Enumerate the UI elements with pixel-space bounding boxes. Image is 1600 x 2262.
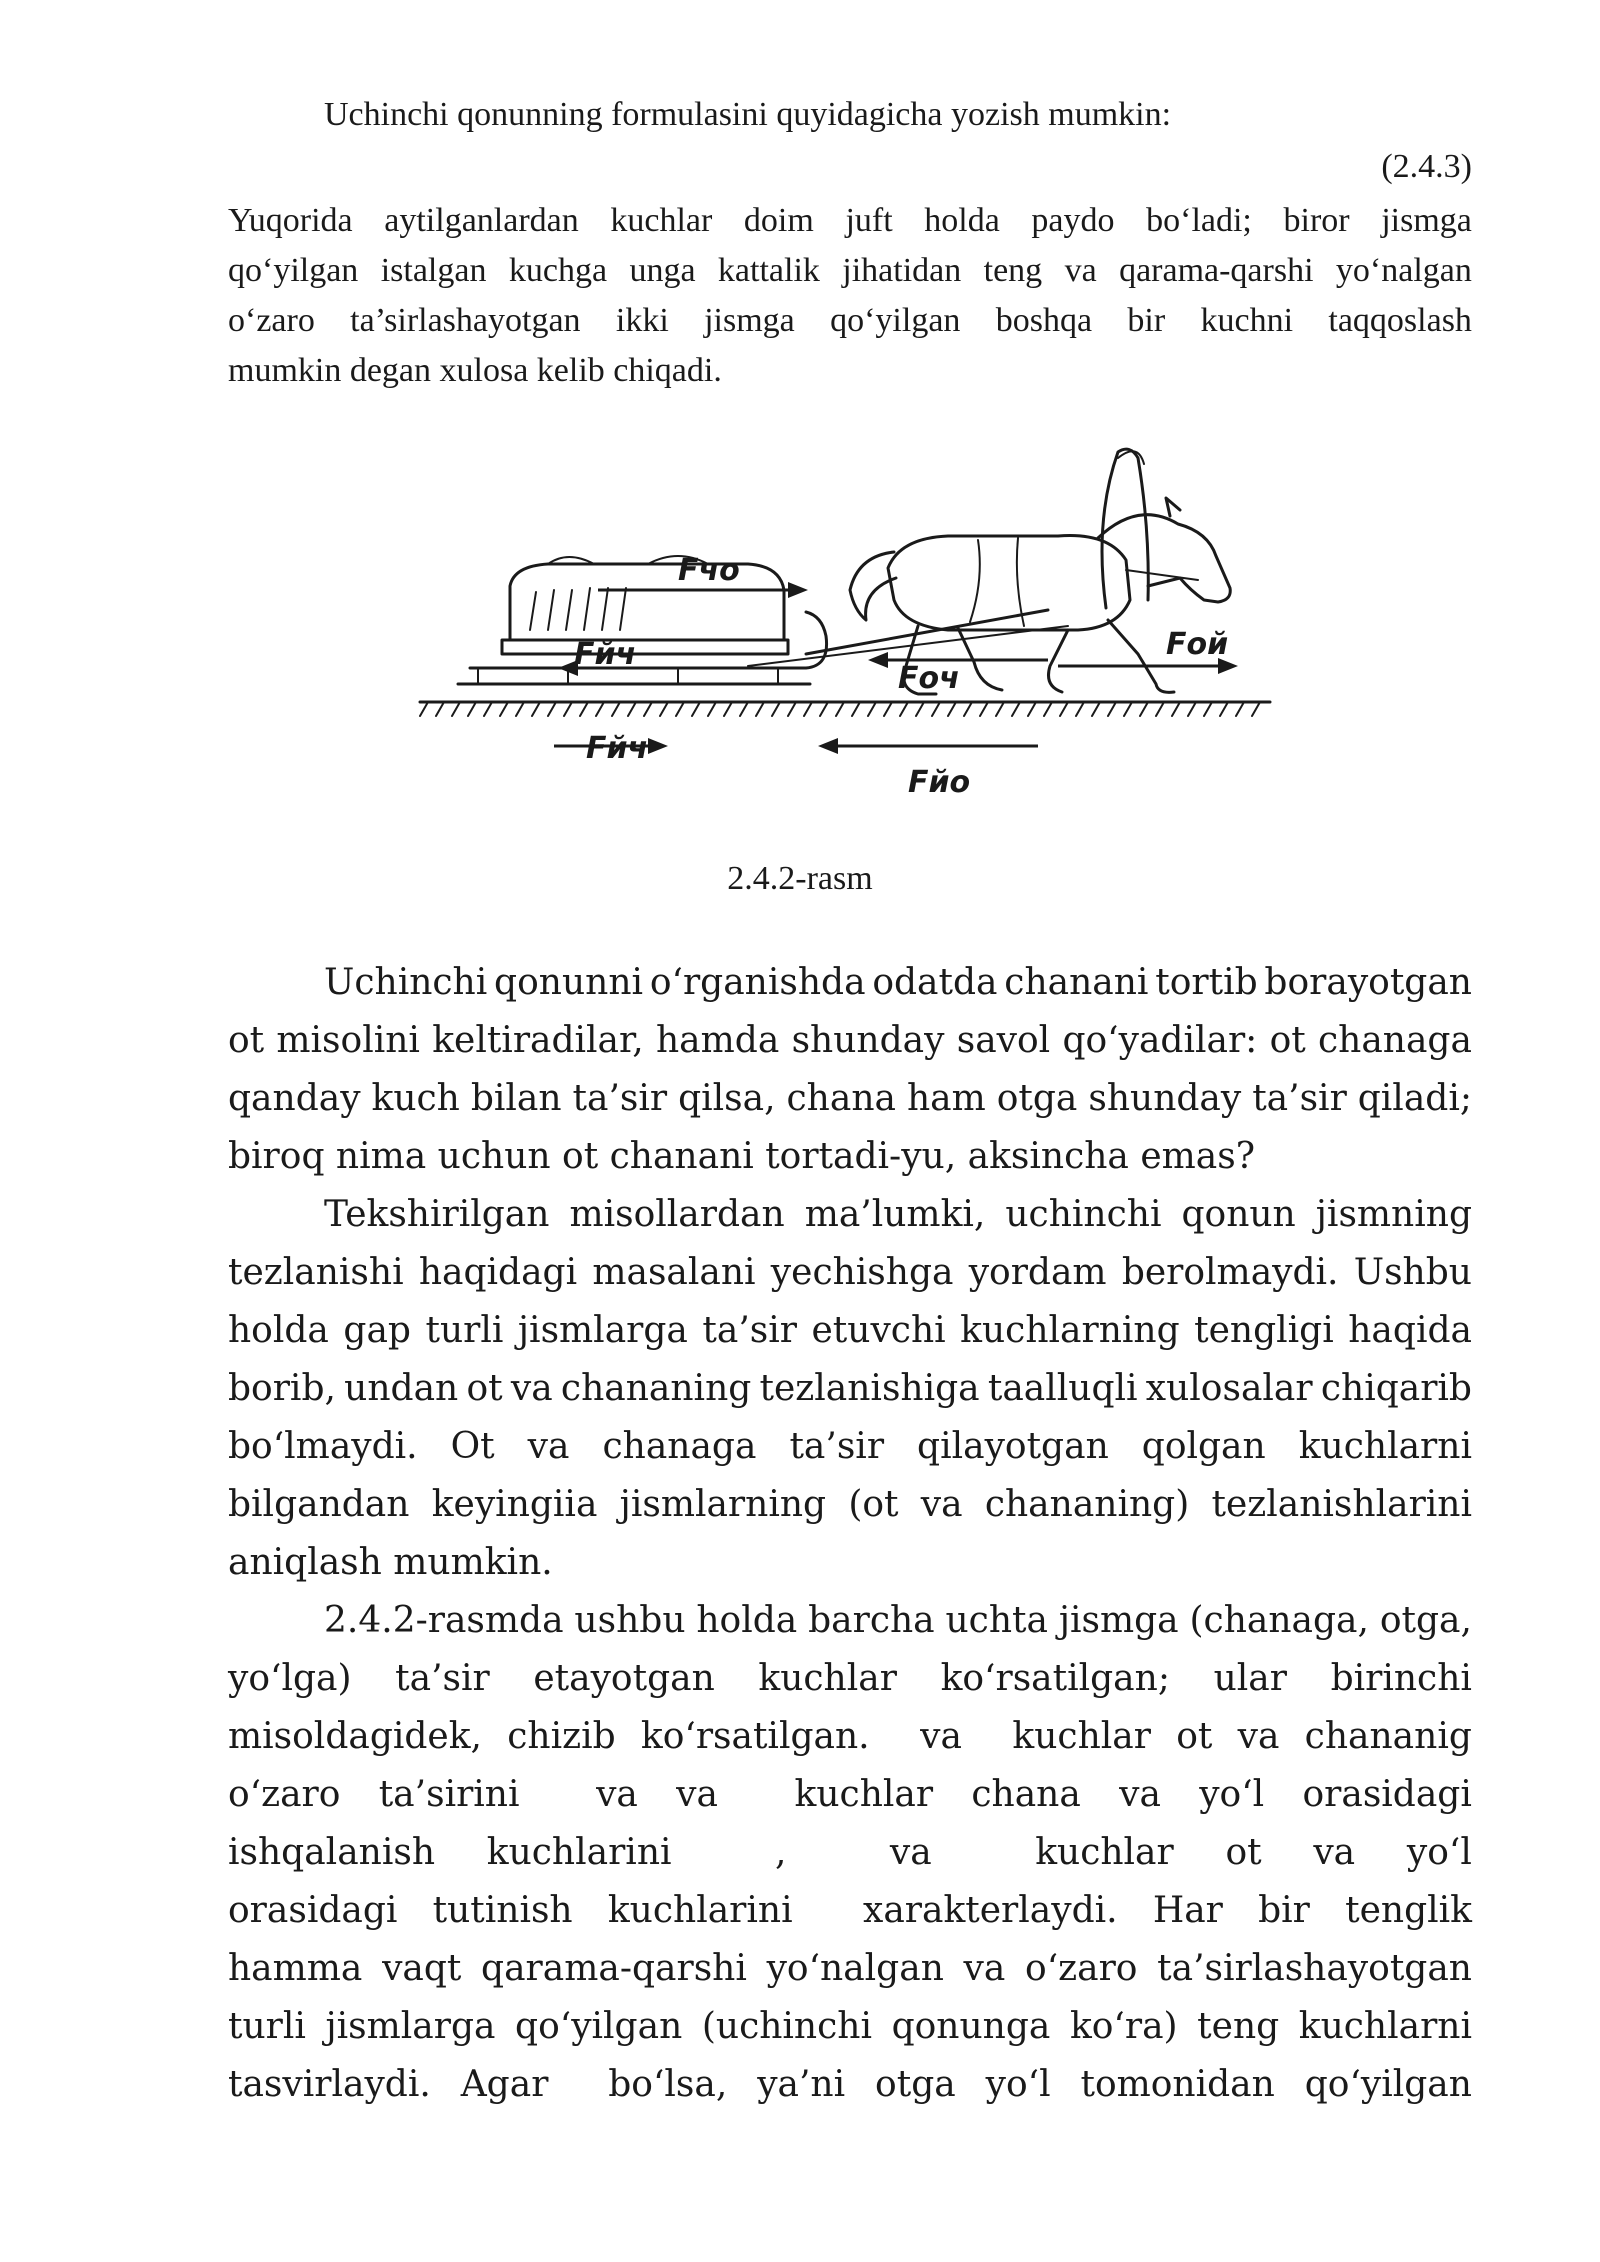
word: kuchlarini — [486, 1832, 672, 1873]
word: orasidagi — [1302, 1774, 1472, 1815]
word: ko‘rsatilgan. — [640, 1716, 870, 1757]
word: bo‘lsa, — [608, 2064, 728, 2105]
word: ot — [466, 1368, 503, 1409]
word: istalgan — [380, 252, 487, 289]
word: ushbu — [574, 1600, 686, 1641]
paragraph-line — [324, 962, 1472, 1010]
word: xulosalar — [1145, 1368, 1313, 1409]
word: ham — [906, 1078, 986, 1119]
figure-caption: 2.4.2-rasm — [727, 860, 873, 897]
word: Ushbu — [1353, 1252, 1472, 1293]
word: (ot — [848, 1484, 899, 1525]
word: yo‘l — [1406, 1832, 1472, 1873]
horse-sled-illustration — [418, 440, 1284, 810]
word: ot — [1225, 1832, 1262, 1873]
word: (uchinchi — [701, 2006, 872, 2047]
paragraph-line — [228, 1484, 1472, 1532]
word: chananing) — [984, 1484, 1190, 1525]
word: undan — [344, 1368, 459, 1409]
word: jihatidan — [842, 252, 962, 289]
paragraph-line — [228, 252, 1472, 290]
sled — [458, 556, 827, 684]
word: chizib — [507, 1716, 616, 1757]
word: ot — [228, 1020, 265, 1061]
paragraph-line — [228, 2006, 1472, 2054]
word: qo‘yilgan — [515, 2006, 683, 2047]
word: etayotgan — [533, 1658, 715, 1699]
word: Har — [1152, 1890, 1223, 1931]
word: va — [510, 1368, 553, 1409]
word: teng — [1197, 2006, 1280, 2047]
word: chanaga — [602, 1426, 757, 1467]
word: kuchlar — [758, 1658, 897, 1699]
word: holda — [924, 202, 1000, 239]
word: otga, — [1379, 1600, 1472, 1641]
word: teng — [983, 252, 1043, 289]
word: ta’sir — [395, 1658, 490, 1699]
word: doim — [743, 202, 814, 239]
word: chanani — [1004, 962, 1149, 1003]
word: kuchlarni — [1298, 1426, 1472, 1467]
word: ikki — [615, 302, 669, 339]
word: jismga — [1381, 202, 1472, 239]
word: yordam — [968, 1252, 1107, 1293]
word: tezlanishiga — [759, 1368, 980, 1409]
word: boshqa — [995, 302, 1093, 339]
word: o‘rganishda — [649, 962, 866, 1003]
paragraph-line — [228, 1426, 1472, 1474]
word: ta’sirini — [378, 1774, 520, 1815]
word: tenglik — [1345, 1890, 1472, 1931]
word: yo‘nalgan — [1335, 252, 1472, 289]
word: tortib — [1155, 962, 1258, 1003]
word: ta’sirlashayotgan — [1157, 1948, 1472, 1989]
word: qarama-qarshi — [1119, 252, 1314, 289]
word: shunday — [1088, 1078, 1242, 1119]
word: va — [527, 1426, 570, 1467]
word: 2.4.2-rasmda — [324, 1600, 564, 1641]
label-f-oy: Fой — [1166, 627, 1229, 662]
word: taqqoslash — [1328, 302, 1472, 339]
word: misolini — [276, 1020, 420, 1061]
word: va — [963, 1948, 1006, 1989]
word: tezlanishi — [228, 1252, 404, 1293]
word: qiladi; — [1357, 1078, 1472, 1119]
word: kuchlarning — [960, 1310, 1180, 1351]
word: va — [920, 1716, 962, 1757]
word: va — [920, 1484, 963, 1525]
arrowhead-ych-ground — [648, 738, 668, 754]
word: chananig — [1304, 1716, 1472, 1757]
intro-line: Uchinchi qonunning formulasini quyidagicha yozish mumkin: — [324, 96, 1172, 133]
word: vaqt — [382, 1948, 462, 1989]
word: o‘zaro — [228, 1774, 341, 1815]
word: misollardan — [569, 1194, 785, 1235]
word: chana — [786, 1078, 896, 1119]
word: ko‘rsatilgan; — [940, 1658, 1170, 1699]
word: , — [774, 1832, 787, 1873]
word: tutinish — [432, 1890, 573, 1931]
word: misoldagidek, — [228, 1716, 482, 1757]
word: va — [1313, 1832, 1356, 1873]
word: borib, — [228, 1368, 336, 1409]
word: kuchni — [1200, 302, 1294, 339]
label-f-cho: Fчо — [678, 553, 740, 588]
label-f-och: Fоч — [898, 661, 960, 696]
word: (chanaga, — [1189, 1600, 1369, 1641]
label-f-yo: Fйо — [908, 765, 971, 800]
word: holda — [228, 1310, 329, 1351]
word: kuchga — [508, 252, 608, 289]
ground-hatching — [420, 702, 1260, 716]
word: qilayotgan — [917, 1426, 1109, 1467]
word: va — [889, 1832, 932, 1873]
word: turli — [228, 2006, 306, 2047]
paragraph-line — [228, 1774, 1472, 1822]
word: etuvchi — [811, 1310, 946, 1351]
paragraph-line: mumkin degan xulosa kelib chiqadi. — [228, 352, 722, 389]
paragraph-line — [228, 2064, 1472, 2112]
word: ta’sir — [572, 1078, 668, 1119]
word: ta’sirlashayotgan — [350, 302, 581, 339]
word: jismlarning — [619, 1484, 827, 1525]
word: borayotgan — [1264, 962, 1472, 1003]
word: chana — [971, 1774, 1081, 1815]
word: tasvirlaydi. — [228, 2064, 431, 2105]
word: va — [596, 1774, 638, 1815]
paragraph-line — [228, 1368, 1472, 1416]
paragraph-line — [228, 1948, 1472, 1996]
word: barcha — [808, 1600, 935, 1641]
paragraph-line — [228, 1310, 1472, 1358]
word: ta’sir — [1252, 1078, 1347, 1119]
paragraph-line — [228, 1716, 1472, 1764]
paragraph-line — [228, 1832, 1472, 1880]
arrowhead-cho — [788, 582, 808, 598]
word: hamda — [656, 1020, 780, 1061]
word: juft — [845, 202, 893, 239]
paragraph-line — [324, 1600, 1472, 1648]
word: kuch — [371, 1078, 460, 1119]
word: hamma — [228, 1948, 363, 1989]
word: jismning — [1315, 1194, 1472, 1235]
word: o‘zaro — [228, 302, 315, 339]
word: bilan — [470, 1078, 562, 1119]
word: qo‘yilgan — [1304, 2064, 1472, 2105]
word: keltiradilar, — [432, 1020, 644, 1061]
word: ot — [1176, 1716, 1213, 1757]
word: qonun — [1181, 1194, 1296, 1235]
word: uchinchi — [1005, 1194, 1162, 1235]
word: aytilganlardan — [384, 202, 579, 239]
arrowhead-och — [868, 652, 888, 668]
word: qilsa, — [678, 1078, 776, 1119]
word: haqidagi — [418, 1252, 578, 1293]
word: jismga — [704, 302, 795, 339]
word: turli — [425, 1310, 504, 1351]
word: kuchlar — [794, 1774, 934, 1815]
horse-sled-figure — [418, 440, 1284, 810]
label-f-ych: Fйч — [574, 637, 637, 672]
word: kuchlar — [1012, 1716, 1151, 1757]
word: ular — [1213, 1658, 1287, 1699]
word: odatda — [872, 962, 998, 1003]
word: bir — [1258, 1890, 1310, 1931]
word: chiqarib — [1320, 1368, 1472, 1409]
word: otga — [875, 2064, 956, 2105]
word: kattalik — [717, 252, 820, 289]
word: Tekshirilgan — [324, 1194, 550, 1235]
word: uchta — [945, 1600, 1048, 1641]
word: jismlarga — [517, 1310, 688, 1351]
word: qolgan — [1141, 1426, 1266, 1467]
word: chananing — [560, 1368, 752, 1409]
word: paydo — [1031, 202, 1115, 239]
word: Uchinchi — [324, 962, 488, 1003]
paragraph-line — [228, 302, 1472, 340]
word: ma’lumki, — [804, 1194, 986, 1235]
word: yo‘nalgan — [766, 1948, 944, 1989]
paragraph-line — [228, 1658, 1472, 1706]
word: va — [1064, 252, 1097, 289]
word: tengligi — [1194, 1310, 1334, 1351]
word: yo‘l — [985, 2064, 1051, 2105]
word: kuchlar — [1035, 1832, 1174, 1873]
word: haqida — [1348, 1310, 1472, 1351]
paragraph-line — [228, 1020, 1472, 1068]
word: tezlanishlarini — [1211, 1484, 1472, 1525]
arrowhead-yo — [818, 738, 838, 754]
label-f-ych-ground: Fйч — [586, 731, 649, 766]
word: jismga — [1058, 1600, 1179, 1641]
paragraph-line: biroq nima uchun ot chanani tortadi-yu, aksincha emas? — [228, 1136, 1256, 1177]
word: kuchlar — [610, 202, 713, 239]
word: xarakterlaydi. — [863, 1890, 1118, 1931]
word: ta’sir — [702, 1310, 797, 1351]
word: masalani — [592, 1252, 756, 1293]
word: gap — [343, 1310, 411, 1351]
word: ta’sir — [789, 1426, 885, 1467]
word: va — [1237, 1716, 1280, 1757]
word: va — [1119, 1774, 1161, 1815]
word: orasidagi — [228, 1890, 398, 1931]
paragraph-line — [228, 1252, 1472, 1300]
equation-number: (2.4.3) — [1381, 148, 1472, 185]
word: keyingiia — [431, 1484, 598, 1525]
word: jismlarga — [325, 2006, 496, 2047]
paragraph-line — [324, 1194, 1472, 1242]
word: bilgandan — [228, 1484, 410, 1525]
paragraph-line — [228, 1078, 1472, 1126]
word: ya’ni — [757, 2064, 846, 2105]
word: bo‘ladi; — [1146, 202, 1252, 239]
word: shunday — [791, 1020, 945, 1061]
word: Yuqorida — [228, 202, 353, 239]
word: tomonidan — [1080, 2064, 1275, 2105]
word: qarama-qarshi — [481, 1948, 747, 1989]
word: bir — [1127, 302, 1166, 339]
word: qo‘yadilar: — [1062, 1020, 1258, 1061]
word: kuchlarni — [1298, 2006, 1472, 2047]
word: Agar — [460, 2064, 549, 2105]
word: savol — [956, 1020, 1051, 1061]
word: kuchlarini — [607, 1890, 793, 1931]
paragraph-line: aniqlash mumkin. — [228, 1542, 553, 1583]
word: qonunni — [494, 962, 644, 1003]
word: va — [676, 1774, 718, 1815]
word: ot — [1269, 1020, 1306, 1061]
word: qo‘yilgan — [228, 252, 359, 289]
word: yo‘l — [1199, 1774, 1265, 1815]
word: holda — [696, 1600, 798, 1641]
word: berolmaydi. — [1121, 1252, 1339, 1293]
paragraph-line — [228, 1890, 1472, 1938]
word: Ot — [450, 1426, 495, 1467]
word: bo‘lmaydi. — [228, 1426, 418, 1467]
word: yo‘lga) — [228, 1658, 352, 1699]
word: o‘zaro — [1025, 1948, 1138, 1989]
word: chanaga — [1317, 1020, 1472, 1061]
paragraph-line — [228, 202, 1472, 240]
word: ko‘ra) — [1069, 2006, 1178, 2047]
word: unga — [629, 252, 696, 289]
word: biror — [1283, 202, 1350, 239]
word: birinchi — [1330, 1658, 1472, 1699]
word: taalluqli — [987, 1368, 1138, 1409]
word: yechishga — [770, 1252, 954, 1293]
word: ishqalanish — [228, 1832, 436, 1873]
sled-shaft — [806, 610, 1048, 654]
word: qanday — [228, 1078, 361, 1119]
word: qonunga — [891, 2006, 1051, 2047]
word: qo‘yilgan — [830, 302, 961, 339]
word: otga — [996, 1078, 1078, 1119]
